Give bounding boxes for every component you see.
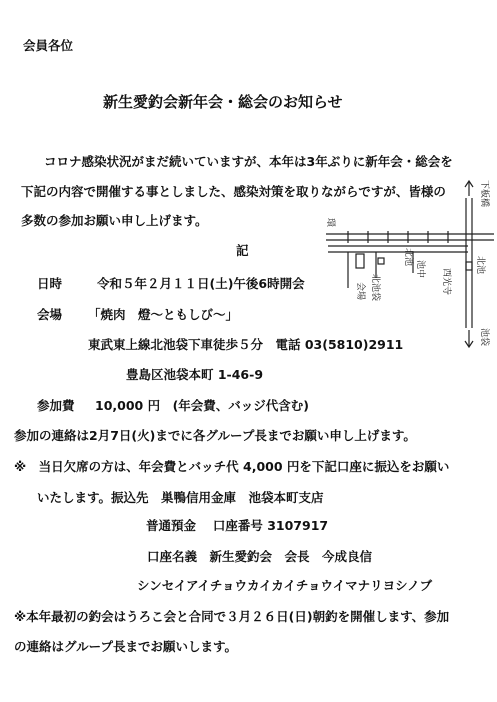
map-label-station: 北池袋 bbox=[370, 274, 380, 302]
map-label-kanjo: 環 bbox=[325, 218, 335, 228]
intro-line-1: コロナ感染状況がまだ続いていますが、本年は3年ぶりに新年会・総会を bbox=[44, 154, 453, 169]
hand-drawn-map bbox=[318, 178, 494, 368]
contact-note: 参加の連絡は2月7日(火)までに各グループ長までお願い申し上げます。 bbox=[14, 428, 416, 443]
account-kana: シンセイアイチョウカイカイチョウイマナリヨシノブ bbox=[137, 578, 433, 593]
map-label-temple: 西光寺 bbox=[441, 268, 451, 296]
intro-line-3: 多数の参加お願い申し上げます。 bbox=[21, 213, 208, 228]
account-name: 口座名義 新生愛釣会 会長 今成良信 bbox=[147, 549, 373, 564]
date-value: 令和５年２月１１日(土)午後6時開会 bbox=[97, 276, 305, 291]
map-label-shimoitabashi: 下板橋 bbox=[479, 180, 489, 208]
map-label-school: 池中 bbox=[415, 260, 425, 279]
fishing-note-2: の連絡はグループ長までお願いします。 bbox=[14, 639, 238, 654]
intro-line-2: 下記の内容で開催する事としました、感染対策を取りながらですが、皆様の bbox=[21, 184, 446, 199]
addressee: 会員各位 bbox=[23, 38, 74, 53]
absent-note-2: いたします。振込先 巣鴨信用金庫 池袋本町支店 bbox=[37, 490, 324, 505]
map-label-kitaike: 北池 bbox=[403, 248, 413, 267]
venue-value: 「焼肉 燈～ともしび～」 bbox=[88, 307, 239, 322]
map-label-ikebukuro: 池袋 bbox=[479, 328, 489, 347]
venue-address: 豊島区池袋本町 1-46-9 bbox=[126, 367, 264, 382]
date-label: 日時 bbox=[37, 276, 63, 291]
access-info: 東武東上線北池袋下車徒歩５分 電話 03(5810)2911 bbox=[88, 337, 404, 352]
fee-label: 参加費 bbox=[37, 398, 75, 413]
map-label-kita: 北池 bbox=[475, 256, 485, 275]
fishing-note-1: ※本年最初の釣会はうろこ会と合同で３月２６日(日)朝釣を開催します、参加 bbox=[14, 609, 450, 624]
map-label-venue: 会場 bbox=[355, 282, 365, 301]
fee-value: 10,000 円 (年会費、バッジ代含む) bbox=[95, 398, 310, 413]
page-title: 新生愛釣会新年会・総会のお知らせ bbox=[103, 93, 343, 111]
venue-label: 会場 bbox=[37, 307, 63, 322]
account-type: 普通預金 口座番号 3107917 bbox=[146, 518, 329, 533]
ki-heading: 記 bbox=[236, 243, 249, 258]
absent-note-1: ※ 当日欠席の方は、年会費とバッチ代 4,000 円を下記口座に振込をお願い bbox=[14, 459, 450, 474]
